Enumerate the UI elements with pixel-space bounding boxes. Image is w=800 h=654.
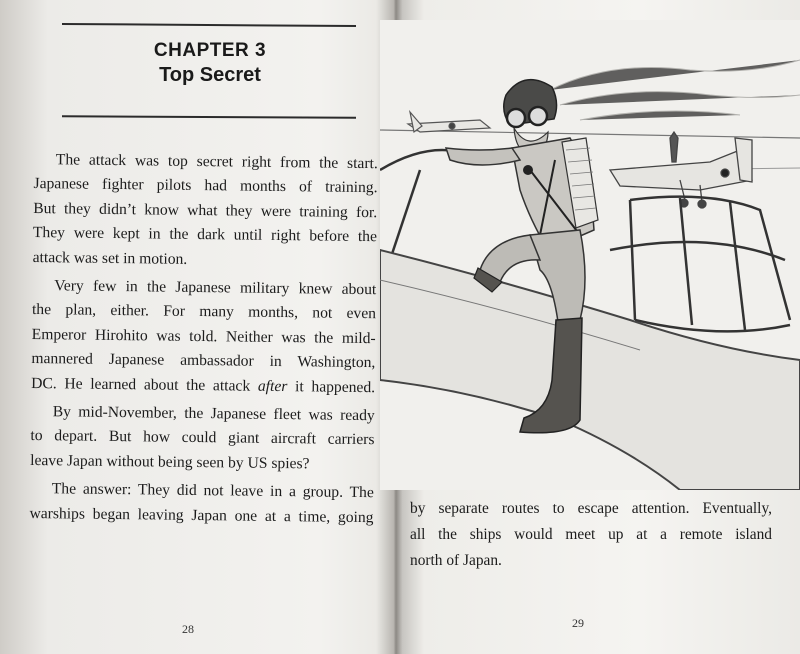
text-line: to depart. But how could giant aircraft carriers (30, 427, 375, 449)
text-line: all the ships would meet up at a remote island (410, 526, 772, 543)
text-line: attack was set in motion. (32, 248, 188, 268)
text-line: Emperor Hirohito was told. Neither was the mild- (31, 325, 376, 348)
chapter-title: Top Secret (159, 64, 261, 86)
text-line: warships began leaving Japan one at a time, going (29, 504, 374, 526)
text-line: mannered Japanese ambassador in Washington, (31, 350, 376, 372)
chapter-top-rule (62, 23, 356, 27)
text-line: Very few in the Japanese military knew about (54, 277, 377, 299)
page-number-left: 28 (182, 622, 194, 636)
left-page (0, 0, 392, 654)
chapter-bottom-rule (62, 115, 356, 119)
paragraph (29, 477, 374, 530)
text-line: north of Japan. (410, 552, 502, 569)
paragraph (33, 148, 378, 274)
text-line: But they didn’t know what they were training for. (33, 199, 378, 222)
paragraph (30, 400, 375, 477)
page-number-right: 29 (572, 616, 584, 630)
text-line: by separate routes to escape attention. Eventually, (410, 500, 772, 517)
paragraph (31, 274, 376, 400)
emphasis: after (257, 377, 288, 395)
text-line: the plan, either. For many months, not even (31, 301, 377, 323)
left-page-body-text (29, 148, 378, 534)
text-line: The answer: They did not leave in a group. The (51, 480, 374, 502)
text-line: They were kept in the dark until right before the (32, 224, 378, 246)
text-line: Japanese fighter pilots had months of training. (33, 175, 378, 197)
text-line: The attack was top secret right from the start. (55, 151, 378, 173)
pilot-illustration (380, 20, 800, 490)
text-line-with-emphasis: DC. He learned about the attack after it happened. (31, 374, 376, 396)
chapter-label: CHAPTER 3 (153, 40, 267, 61)
text-line: By mid-November, the Japanese fleet was ready (52, 403, 375, 425)
text-line: leave Japan without being seen by US spies? (30, 451, 310, 473)
right-page-body-text (410, 496, 772, 574)
